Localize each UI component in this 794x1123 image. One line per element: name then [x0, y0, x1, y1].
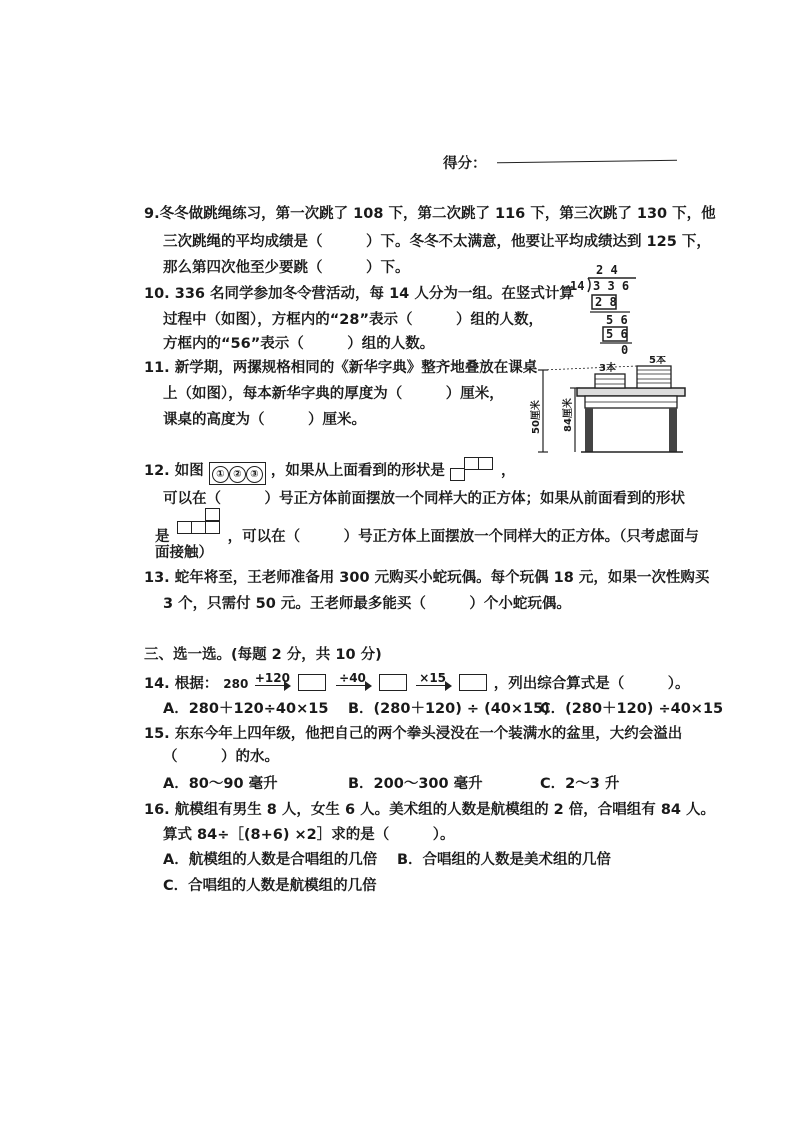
q12-line3b: ，可以在（ ）号正方体上面摆放一个同样大的正方体。（只考虑面与: [227, 529, 699, 545]
q9-line2: 三次跳绳的平均成绩是（ ）下。冬冬不太满意，他要让平均成绩达到 125 下，: [163, 234, 711, 250]
division-divisor: 14: [570, 279, 585, 293]
books-left-label: 3本: [599, 363, 616, 374]
division-quotient: 2 4: [596, 263, 618, 277]
op2-label: ÷40: [339, 671, 366, 685]
flow-box-1: [298, 674, 326, 691]
q12-line2: 可以在（ ）号正方体前面摆放一个同样大的正方体；如果从前面看到的形状: [163, 491, 685, 507]
q14-line1: [144, 672, 690, 694]
q12-mid: ，如果从上面看到的形状是: [270, 463, 445, 479]
cube-1: ①: [212, 466, 229, 483]
q11-line2: 上（如图），每本新华字典的厚度为（ ）厘米，: [163, 386, 504, 402]
q10-line1: 10. 336 名同学参加冬令营活动，每 14 人分为一组。在竖式计算: [144, 286, 574, 302]
division-remainder: 0: [621, 343, 629, 356]
arrow-op1: [253, 672, 291, 692]
q15-option-c: C．2～3 升: [540, 776, 620, 792]
q14-option-b: B．(280＋120) ÷ (40×15): [348, 701, 550, 717]
score-blank[interactable]: [497, 160, 677, 164]
q15-line1: 15. 东东今年上四年级，他把自己的两个拳头浸没在一个装满水的盆里，大约会溢出: [144, 726, 683, 742]
cube-3: ③: [246, 466, 263, 483]
q12-end1: ，: [501, 463, 516, 479]
q12-line1: [144, 461, 516, 485]
arrow-op3: [414, 672, 452, 692]
q11-line1: 11. 新学期，两摞规格相同的《新华字典》整齐地叠放在课桌: [144, 360, 538, 376]
q12-line3a: 是: [155, 529, 170, 545]
q16-option-c: C．合唱组的人数是航模组的几倍: [163, 878, 377, 894]
arrow-op2: [334, 672, 372, 692]
q14-option-a: A．280＋120÷40×15: [163, 701, 329, 717]
q15-line2: （ ）的水。: [163, 749, 279, 765]
q16-line2: 算式 84÷［(8+6) ×2］求的是（ ）。: [163, 827, 455, 843]
books-right-label: 5本: [649, 356, 666, 366]
division-step2a: 5 6: [606, 313, 628, 327]
q16-option-b: B．合唱组的人数是美术组的几倍: [397, 852, 612, 868]
q12-line3: [155, 516, 699, 547]
desk-books-figure: [525, 356, 690, 456]
q15-option-a: A．80～90 毫升: [163, 776, 278, 792]
q14-option-c: C．(280＋120) ÷40×15: [540, 701, 724, 717]
q9-line3: 那么第四次他至少要跳（ ）下。: [163, 260, 410, 276]
q14-suffix: ，列出综合算式是（ ）。: [493, 676, 690, 692]
cube-2: ②: [229, 466, 246, 483]
flow-box-3: [459, 674, 487, 691]
front-view-shape: [175, 516, 223, 544]
op1-label: +120: [254, 671, 290, 685]
q10-line2: 过程中（如图），方框内的“28”表示（ ）组的人数，: [163, 312, 543, 328]
q13-line2: 3 个，只需付 50 元。王老师最多能买（ ）个小蛇玩偶。: [163, 596, 571, 612]
q15-option-b: B．200～300 毫升: [348, 776, 483, 792]
q13-line1: 13. 蛇年将至，王老师准备用 300 元购买小蛇玩偶。每个玩偶 18 元，如果一次性购买: [144, 570, 710, 586]
section-3-title: 三、选一选。(每题 2 分，共 10 分): [144, 647, 382, 663]
q10-line3: 方框内的“56”表示（ ）组的人数。: [163, 336, 435, 352]
long-division-figure: [566, 262, 646, 356]
division-dividend: 3 3 6: [593, 279, 630, 293]
op3-label: ×15: [419, 671, 447, 685]
q14-prefix: 14. 根据：: [144, 676, 219, 692]
score-label: 得分：: [443, 156, 487, 172]
q11-line3: 课桌的高度为（ ）厘米。: [163, 412, 366, 428]
q9-line1: 9.冬冬做跳绳练习，第一次跳了 108 下，第二次跳了 116 下，第三次跳了 130 下，他: [144, 206, 716, 222]
q12-line4: 面接触）: [155, 545, 213, 561]
division-step2b: 5 6: [606, 327, 628, 341]
flow-box-2: [379, 674, 407, 691]
height-right-label: 84厘米: [563, 398, 574, 432]
q14-start: 280: [223, 677, 249, 691]
q12-prefix: 12. 如图: [144, 463, 204, 479]
q16-line1: 16. 航模组有男生 8 人，女生 6 人。美术组的人数是航模组的 2 倍，合唱组有 84 人。: [144, 802, 716, 818]
division-step1: 2 8: [595, 295, 617, 309]
cube-row-figure: [209, 462, 266, 485]
top-view-shape: [450, 462, 496, 478]
height-left-label: 50厘米: [531, 400, 542, 434]
q16-option-a: A．航模组的人数是合唱组的几倍: [163, 852, 378, 868]
